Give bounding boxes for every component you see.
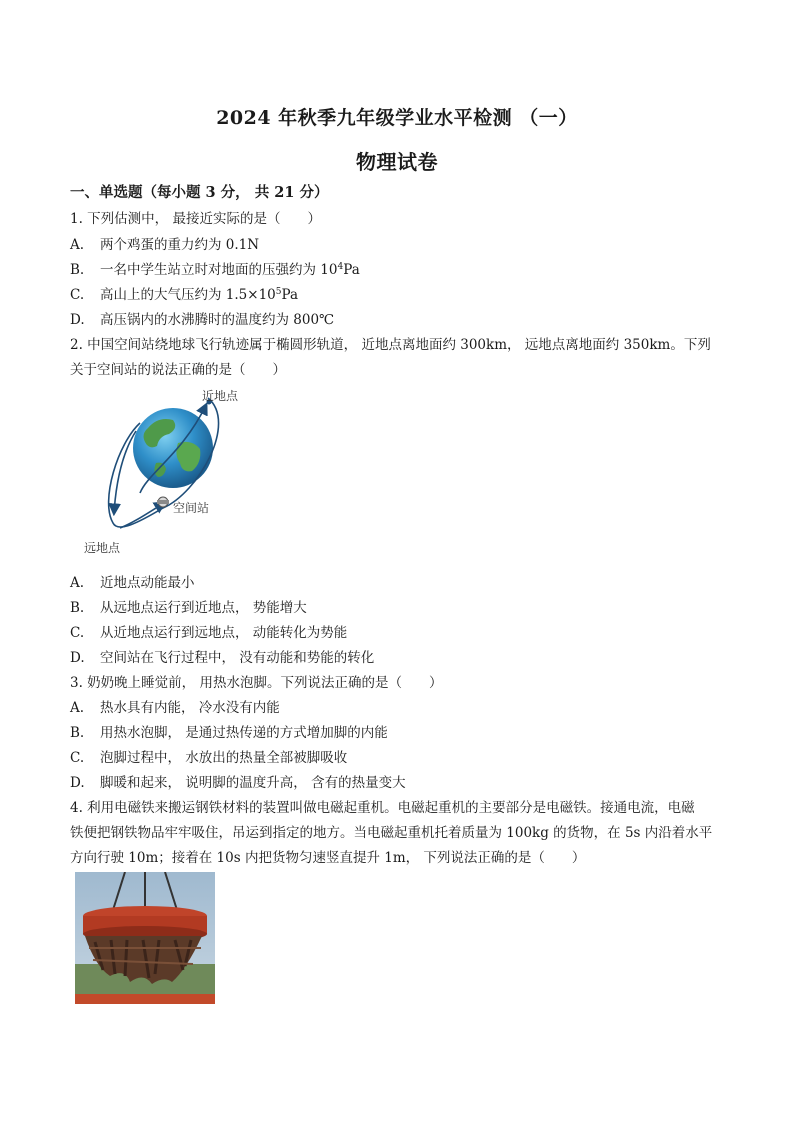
option-letter: B. [70, 262, 85, 278]
orbit-diagram [78, 383, 268, 563]
option-text: 高压锅内的水沸腾时的温度约为 800℃ [100, 312, 335, 328]
option-text: 两个鸡蛋的重力约为 0.1N [100, 237, 260, 253]
q4-stem-line-1: 4. 利用电磁铁来搬运钢铁材料的装置叫做电磁起重机。电磁起重机的主要部分是电磁铁。接通电流，电磁 [70, 800, 695, 816]
q1-option-d [70, 308, 334, 328]
q3-option-c [70, 746, 347, 766]
q1-option-a [70, 233, 259, 253]
option-superscript: 4 [337, 262, 344, 272]
option-letter: A. [70, 700, 85, 716]
option-letter: C. [70, 287, 85, 303]
option-unit: Pa [343, 262, 360, 278]
label-perigee: 近地点 [202, 389, 239, 403]
option-letter: D. [70, 775, 85, 791]
q1-option-c [70, 283, 298, 303]
option-letter: B. [70, 600, 85, 616]
option-letter: C. [70, 625, 85, 641]
q3-option-b [70, 721, 388, 741]
option-superscript: 5 [275, 287, 282, 297]
option-text: 热水具有内能， 冷水没有内能 [100, 700, 280, 716]
q2-option-b [70, 596, 307, 616]
option-letter: B. [70, 725, 85, 741]
q2-stem-line-2: 关于空间站的说法正确的是（ ） [70, 362, 286, 378]
q2-option-d [70, 646, 374, 666]
label-apogee: 远地点 [84, 541, 121, 555]
option-letter: A. [70, 237, 85, 253]
option-letter: A. [70, 575, 85, 591]
q2-stem-line-1: 2. 中国空间站绕地球飞行轨迹属于椭圆形轨道， 近地点离地面约 300km， 远地点离地面约 350km。下列 [70, 337, 711, 353]
option-letter: C. [70, 750, 85, 766]
option-text: 近地点动能最小 [100, 575, 195, 591]
q1-option-b [70, 258, 360, 278]
space-station-icon [157, 497, 169, 507]
q3-option-a [70, 696, 280, 716]
option-text: 用热水泡脚， 是通过热传递的方式增加脚的内能 [100, 725, 388, 741]
option-text: 泡脚过程中， 水放出的热量全部被脚吸收 [100, 750, 348, 766]
q3-stem: 3. 奶奶晚上睡觉前， 用热水泡脚。下列说法正确的是（ ） [70, 675, 443, 691]
section-heading: 一、单选题（每小题 3 分， 共 21 分） [70, 184, 329, 201]
q2-option-a [70, 571, 195, 591]
label-station: 空间站 [173, 501, 210, 515]
electromagnet-crane-photo [75, 872, 215, 1004]
option-text: 脚暖和起来， 说明脚的温度升高， 含有的热量变大 [100, 775, 406, 791]
earth-globe [133, 408, 213, 488]
option-text: 从近地点运行到远地点， 动能转化为势能 [100, 625, 348, 641]
option-text: 一名中学生站立时对地面的压强约为 10 [100, 262, 338, 278]
option-letter: D. [70, 650, 85, 666]
orbit-arrow-lower [120, 503, 164, 528]
option-text: 从远地点运行到近地点， 势能增大 [100, 600, 307, 616]
exam-title: 2024 年秋季九年级学业水平检测 （一） [216, 107, 578, 129]
q4-stem-line-2: 铁便把钢铁物品牢牢吸住，吊运到指定的地方。当电磁起重机托着质量为 100kg 的货物，在 5s 内沿着水平 [70, 825, 713, 841]
option-letter: D. [70, 312, 85, 328]
exam-subject: 物理试卷 [356, 150, 438, 174]
option-unit: Pa [281, 287, 299, 303]
q3-option-d [70, 771, 406, 791]
q1-stem: 1. 下列估测中， 最接近实际的是（ ） [70, 211, 321, 227]
q4-stem-line-3: 方向行驶 10m；接着在 10s 内把货物匀速竖直提升 1m， 下列说法正确的是（ ） [70, 850, 586, 866]
q2-option-c [70, 621, 347, 641]
option-text: 空间站在飞行过程中， 没有动能和势能的转化 [100, 650, 375, 666]
option-text: 高山上的大气压约为 1.5×10 [100, 287, 276, 303]
